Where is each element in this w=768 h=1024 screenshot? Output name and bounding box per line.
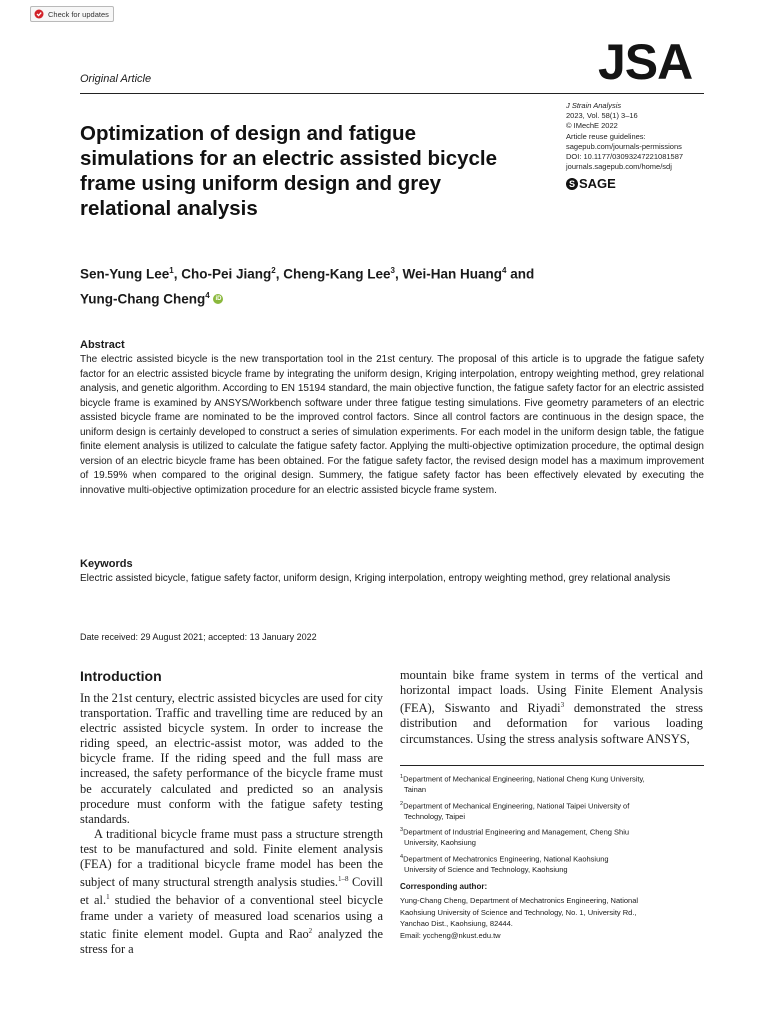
journal-name: J Strain Analysis bbox=[566, 101, 622, 110]
corresponding-line: Kaohsiung University of Science and Technology, No. 1, University Rd., bbox=[400, 907, 637, 917]
affiliation-number: 2 bbox=[400, 800, 404, 807]
corresponding-line: Yanchao Dist., Kaohsiung, 82444. bbox=[400, 919, 513, 929]
check-for-updates-button[interactable] bbox=[30, 6, 114, 22]
introduction-heading: Introduction bbox=[80, 668, 162, 684]
affiliation-number: 1 bbox=[400, 774, 404, 780]
publisher-logo bbox=[566, 176, 616, 191]
author-name[interactable]: Cho-Pei Jiang bbox=[181, 266, 272, 282]
journal-home-link[interactable]: journals.sagepub.com/home/sdj bbox=[566, 162, 672, 172]
corresponding-email[interactable]: Email: yccheng@nkust.edu.tw bbox=[400, 930, 501, 940]
paragraph-text: A traditional bicycle frame must pass a structure strength test to be manufactured and sold. Finite element analysis (FEA) for a traditional bicycle frame model has been the subject of many structural strength analysis studies. bbox=[80, 826, 383, 890]
author-affiliation-ref: 4 bbox=[501, 266, 507, 275]
paragraph-text: Covill et al. bbox=[80, 875, 383, 908]
author-name[interactable]: Cheng-Kang Lee bbox=[283, 266, 391, 282]
author-affiliation-ref: 1 bbox=[169, 266, 174, 275]
affiliation-item bbox=[400, 825, 704, 849]
author-separator: , bbox=[394, 266, 403, 282]
body-column-right bbox=[400, 668, 703, 747]
affiliation-item bbox=[400, 799, 704, 823]
intro-paragraph-continued bbox=[400, 668, 703, 747]
intro-paragraph bbox=[80, 827, 383, 957]
author-name[interactable]: Yung-Chang Cheng bbox=[80, 291, 206, 306]
affiliation-text: Tainan bbox=[404, 785, 427, 795]
paragraph-text: studied the behavior of a conventional steel bicycle frame under a variety of measured load scenarios using a static finite element model. Gupta and Rao bbox=[80, 893, 383, 941]
affiliation-text: Department of Mechatronics Engineering, National Kaohsiung bbox=[403, 854, 609, 864]
article-type: Original Article bbox=[80, 73, 152, 85]
abstract-text: The electric assisted bicycle is the new transportation tool in the 21st century. The proposal of this article is to upgrade the fatigue safety factor for an electric assisted bicycle frame by integrating the uniform design, Kriging interpolation, entropy weighting method, grey relational analysis, and genetic algorithm. According to EN 15194 standard, the main objective function, the fatigue safety factor for an electric assisted bicycle frame is examined by ANSYS/Workbench software under three fatigue testing simulations. Five geometry parameters of an electric assisted bicycle frame are nominated to be the improved control factors. Since all control factors are continuous in the design space, the uniform design is certainly developed to construct a series of simulation experiments. For each model in the uniform design table, the fatigue finite element analysis is utilized to calculate the fatigue safety factor. Applying the multi-objective optimization procedure, the optimal design version of an electric bicycle frame has been obtained. For the fatigue safety factor, the revised design model has a maximum improvement of 19.59% when compared to the original design. Summery, the fatigue safety factor has been effectively elevated by executing the innovative multi-objective optimization procedure for an electric assisted bicycle frame system. bbox=[80, 354, 704, 496]
author-affiliation-ref: 2 bbox=[271, 266, 276, 275]
affiliation-text: Department of Mechanical Engineering, National Taipei University of bbox=[403, 801, 630, 811]
doi-link[interactable]: DOI: 10.1177/03093247221081587 bbox=[566, 152, 684, 162]
author-name[interactable]: Wei-Han Huang bbox=[402, 266, 502, 282]
abstract-heading: Abstract bbox=[80, 339, 125, 351]
check-for-updates-icon bbox=[34, 9, 44, 19]
paragraph-text: mountain bike frame system in terms of the vertical and horizontal impact loads. Using Finite Element Analysis (FEA), Siswanto and Riyadi bbox=[400, 668, 703, 716]
publisher-name: SAGE bbox=[579, 176, 616, 191]
corresponding-author-details bbox=[400, 895, 704, 941]
affiliation-text: Department of Industrial Engineering and Management, Cheng Shiu bbox=[403, 827, 630, 837]
sage-icon: S bbox=[566, 178, 578, 190]
submission-dates: Date received: 29 August 2021; accepted: 13 January 2022 bbox=[80, 632, 317, 642]
author-affiliation-ref: 4 bbox=[205, 290, 210, 300]
footnote-divider bbox=[400, 765, 704, 766]
keywords-text: Electric assisted bicycle, fatigue safety factor, uniform design, Kriging interpolation, entropy weighting method, grey relational analysis bbox=[80, 573, 671, 584]
author-name[interactable]: Sen-Yung Lee bbox=[80, 266, 170, 282]
check-for-updates-label: Check for updates bbox=[48, 9, 109, 19]
intro-paragraph: In the 21st century, electric assisted bicycles are used for city transportation. Traffic and travelling time are reduced by an electric assisted bicycle system. In order to increase the riding speed, an electric-assist motor, was added to the bicycle frame. If the riding speed and the full mass are increased, the safety performance of the bicycle frame must be accurately calculated and predicted so an analysis procedure must conform with the fatigue safety testing standards. bbox=[80, 691, 383, 826]
body-column-left bbox=[80, 691, 383, 957]
article-title: Optimization of design and fatigue simulations for an electric assisted bicycle frame using uniform design and grey relational analysis bbox=[80, 122, 498, 220]
citation-ref[interactable]: 2 bbox=[308, 926, 313, 935]
affiliation-text: University of Science and Technology, Kaohsiung bbox=[404, 865, 568, 875]
citation-ref[interactable]: 3 bbox=[560, 701, 565, 710]
journal-logo: JSA bbox=[598, 34, 693, 90]
permissions-link[interactable]: sagepub.com/journals-permissions bbox=[566, 141, 682, 151]
author-affiliation-ref: 3 bbox=[390, 266, 395, 275]
reuse-guidelines-label: Article reuse guidelines: bbox=[566, 131, 646, 141]
journal-metadata bbox=[566, 101, 683, 172]
journal-copyright: © IMechE 2022 bbox=[566, 121, 618, 131]
affiliation-text: Department of Mechanical Engineering, National Cheng Kung University, bbox=[403, 774, 645, 784]
affiliation-number: 4 bbox=[400, 854, 404, 861]
keywords-heading: Keywords bbox=[80, 558, 133, 570]
affiliation-text: Technology, Taipei bbox=[404, 811, 466, 821]
author-separator: and bbox=[506, 266, 535, 282]
author-separator: , bbox=[275, 266, 284, 282]
corresponding-author-heading: Corresponding author: bbox=[400, 882, 488, 891]
citation-ref[interactable]: 1 bbox=[106, 893, 110, 902]
author-separator: , bbox=[173, 266, 182, 282]
affiliation-number: 3 bbox=[400, 827, 404, 834]
affiliation-item bbox=[400, 772, 704, 796]
citation-ref[interactable]: 1–8 bbox=[338, 875, 349, 884]
affiliation-text: University, Kaohsiung bbox=[404, 838, 476, 848]
journal-volume: 2023, Vol. 58(1) 3–16 bbox=[566, 111, 638, 121]
affiliation-item bbox=[400, 852, 704, 876]
paragraph-text: analyzed the stress for a bbox=[80, 926, 383, 956]
corresponding-line: Yung-Chang Cheng, Department of Mechatronics Engineering, National bbox=[400, 896, 639, 905]
orcid-icon[interactable]: iD bbox=[215, 296, 222, 303]
affiliations bbox=[400, 772, 704, 879]
header-divider bbox=[80, 93, 704, 94]
paragraph-text: demonstrated the stress distribution and deformation for various loading circumstances. Using the stress analysis software ANSYS, bbox=[400, 701, 704, 746]
author-list bbox=[80, 260, 640, 309]
